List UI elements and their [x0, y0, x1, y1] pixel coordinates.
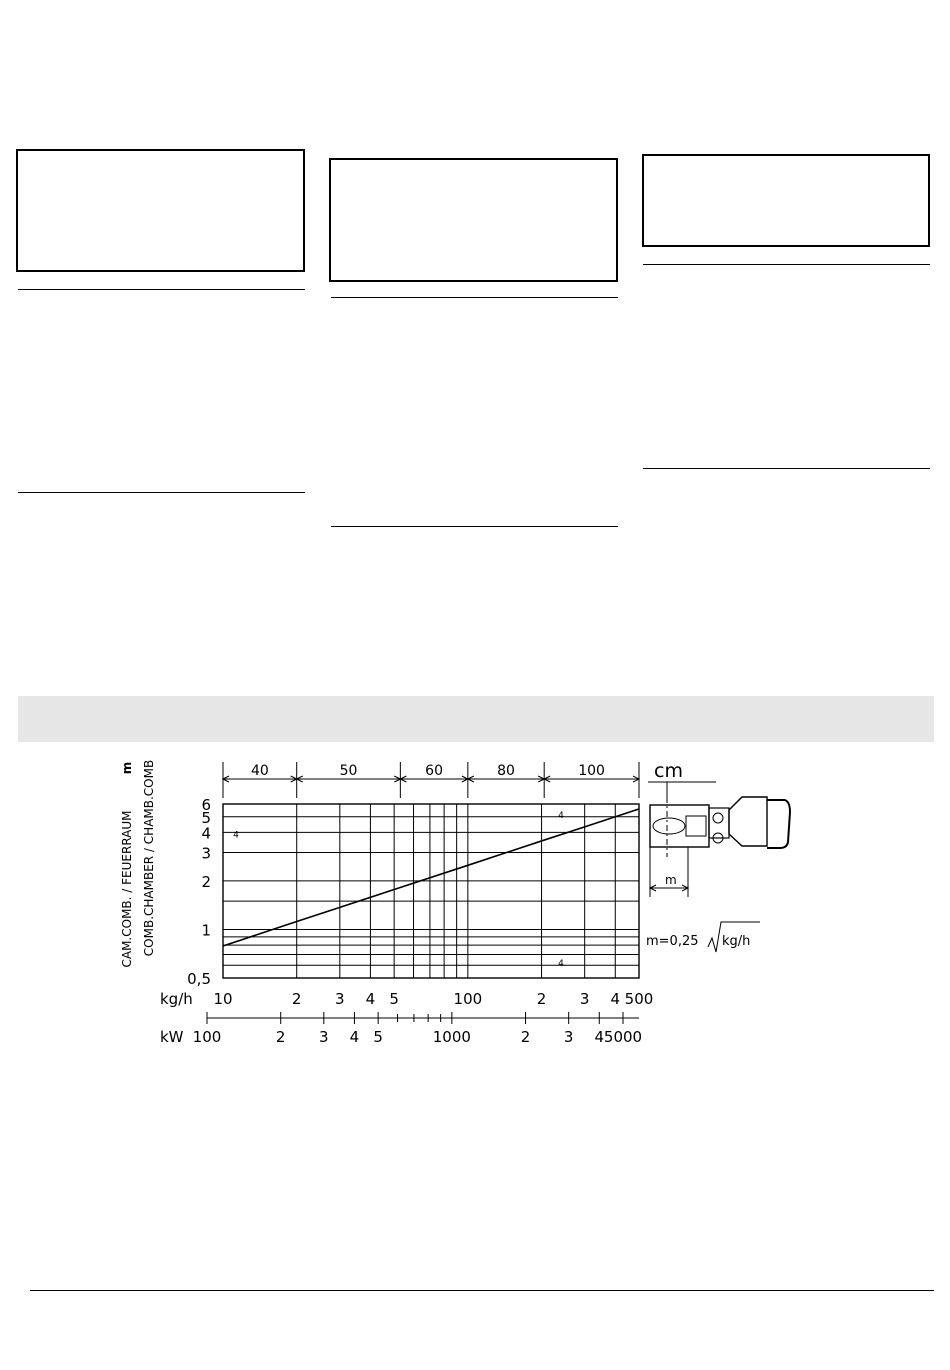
combustion-chamber-chart [0, 742, 950, 1062]
footer-rule [30, 1290, 934, 1291]
burner-chamber [650, 805, 709, 847]
divider [331, 297, 618, 298]
y-unit-label: m [120, 761, 134, 775]
cm-band-label: 60 [425, 763, 444, 779]
x-kg-tick-label: 10 [213, 990, 233, 1008]
section-header-band [18, 696, 934, 742]
x-kg-tick-label: 3 [579, 990, 590, 1008]
x-kw-tick-label: 3 [563, 1028, 574, 1046]
burner-valve [713, 813, 723, 823]
text-box-3 [642, 154, 930, 247]
x-kg-tick-label: 100 [453, 990, 483, 1008]
divider [18, 492, 305, 493]
cm-unit-label: cm [654, 760, 683, 782]
flame-shape [653, 818, 685, 834]
x-kw-tick-label: 2 [275, 1028, 286, 1046]
marker-label: 4 [558, 958, 564, 969]
burner-dim-label: m [665, 873, 677, 887]
x-kw-unit-label: kW [160, 1028, 184, 1046]
x-kg-tick-label: 2 [536, 990, 547, 1008]
y-tick-label: 1 [201, 921, 211, 940]
x-kw-tick-label: 4 [349, 1028, 360, 1046]
marker-label: 4 [233, 830, 239, 841]
x-kg-tick-label: 5 [389, 990, 399, 1008]
series-line [223, 809, 639, 946]
cm-band-label: 80 [497, 763, 515, 779]
x-kg-tick-label: 3 [335, 990, 345, 1008]
y-tick-label: 0,5 [187, 970, 211, 988]
y-tick-label: 6 [201, 796, 211, 814]
x-kw-tick-label: 5000 [603, 1028, 643, 1046]
text-box-1 [16, 149, 305, 272]
cm-band-label: 100 [578, 763, 605, 779]
formula-label: m=0,25 [646, 934, 699, 949]
x-kw-tick-label: 2 [520, 1028, 531, 1046]
x-kw-tick-label: 100 [192, 1028, 222, 1046]
x-kg-tick-label: 4 [610, 990, 621, 1008]
y-tick-label: 4 [201, 824, 211, 843]
burner-housing [767, 800, 790, 848]
cm-band-label: 50 [339, 763, 358, 779]
text-box-2 [329, 158, 618, 282]
marker-label: 4 [558, 811, 564, 822]
burner-nozzle [686, 816, 706, 836]
cm-band-label: 40 [250, 763, 269, 779]
x-kg-tick-label: 500 [624, 990, 654, 1008]
cm-bands [223, 762, 639, 798]
formula-radicand: kg/h [722, 934, 751, 949]
x-kg-unit-label: kg/h [160, 990, 193, 1008]
divider [643, 264, 930, 265]
x-kw-tick-label: 1000 [432, 1028, 471, 1046]
divider [643, 468, 930, 469]
y-axis-label-line-2: COMB.CHAMBER / CHAMB.COMB [142, 759, 156, 957]
y-tick-label: 3 [201, 844, 211, 863]
x-kg-tick-label: 2 [291, 990, 302, 1008]
y-axis-label-line-1: CAM.COMB. / FEUERRAUM [120, 810, 134, 968]
divider [331, 526, 618, 527]
y-tick-label: 2 [201, 872, 211, 891]
burner-body [729, 797, 767, 846]
y-tick-label: 5 [201, 808, 211, 827]
x-kw-tick-label: 3 [319, 1028, 329, 1046]
x-kg-tick-label: 4 [365, 990, 376, 1008]
divider [18, 289, 305, 290]
x-kw-tick-label: 5 [373, 1028, 383, 1046]
x-kw-tick-label: 4 [594, 1028, 605, 1046]
